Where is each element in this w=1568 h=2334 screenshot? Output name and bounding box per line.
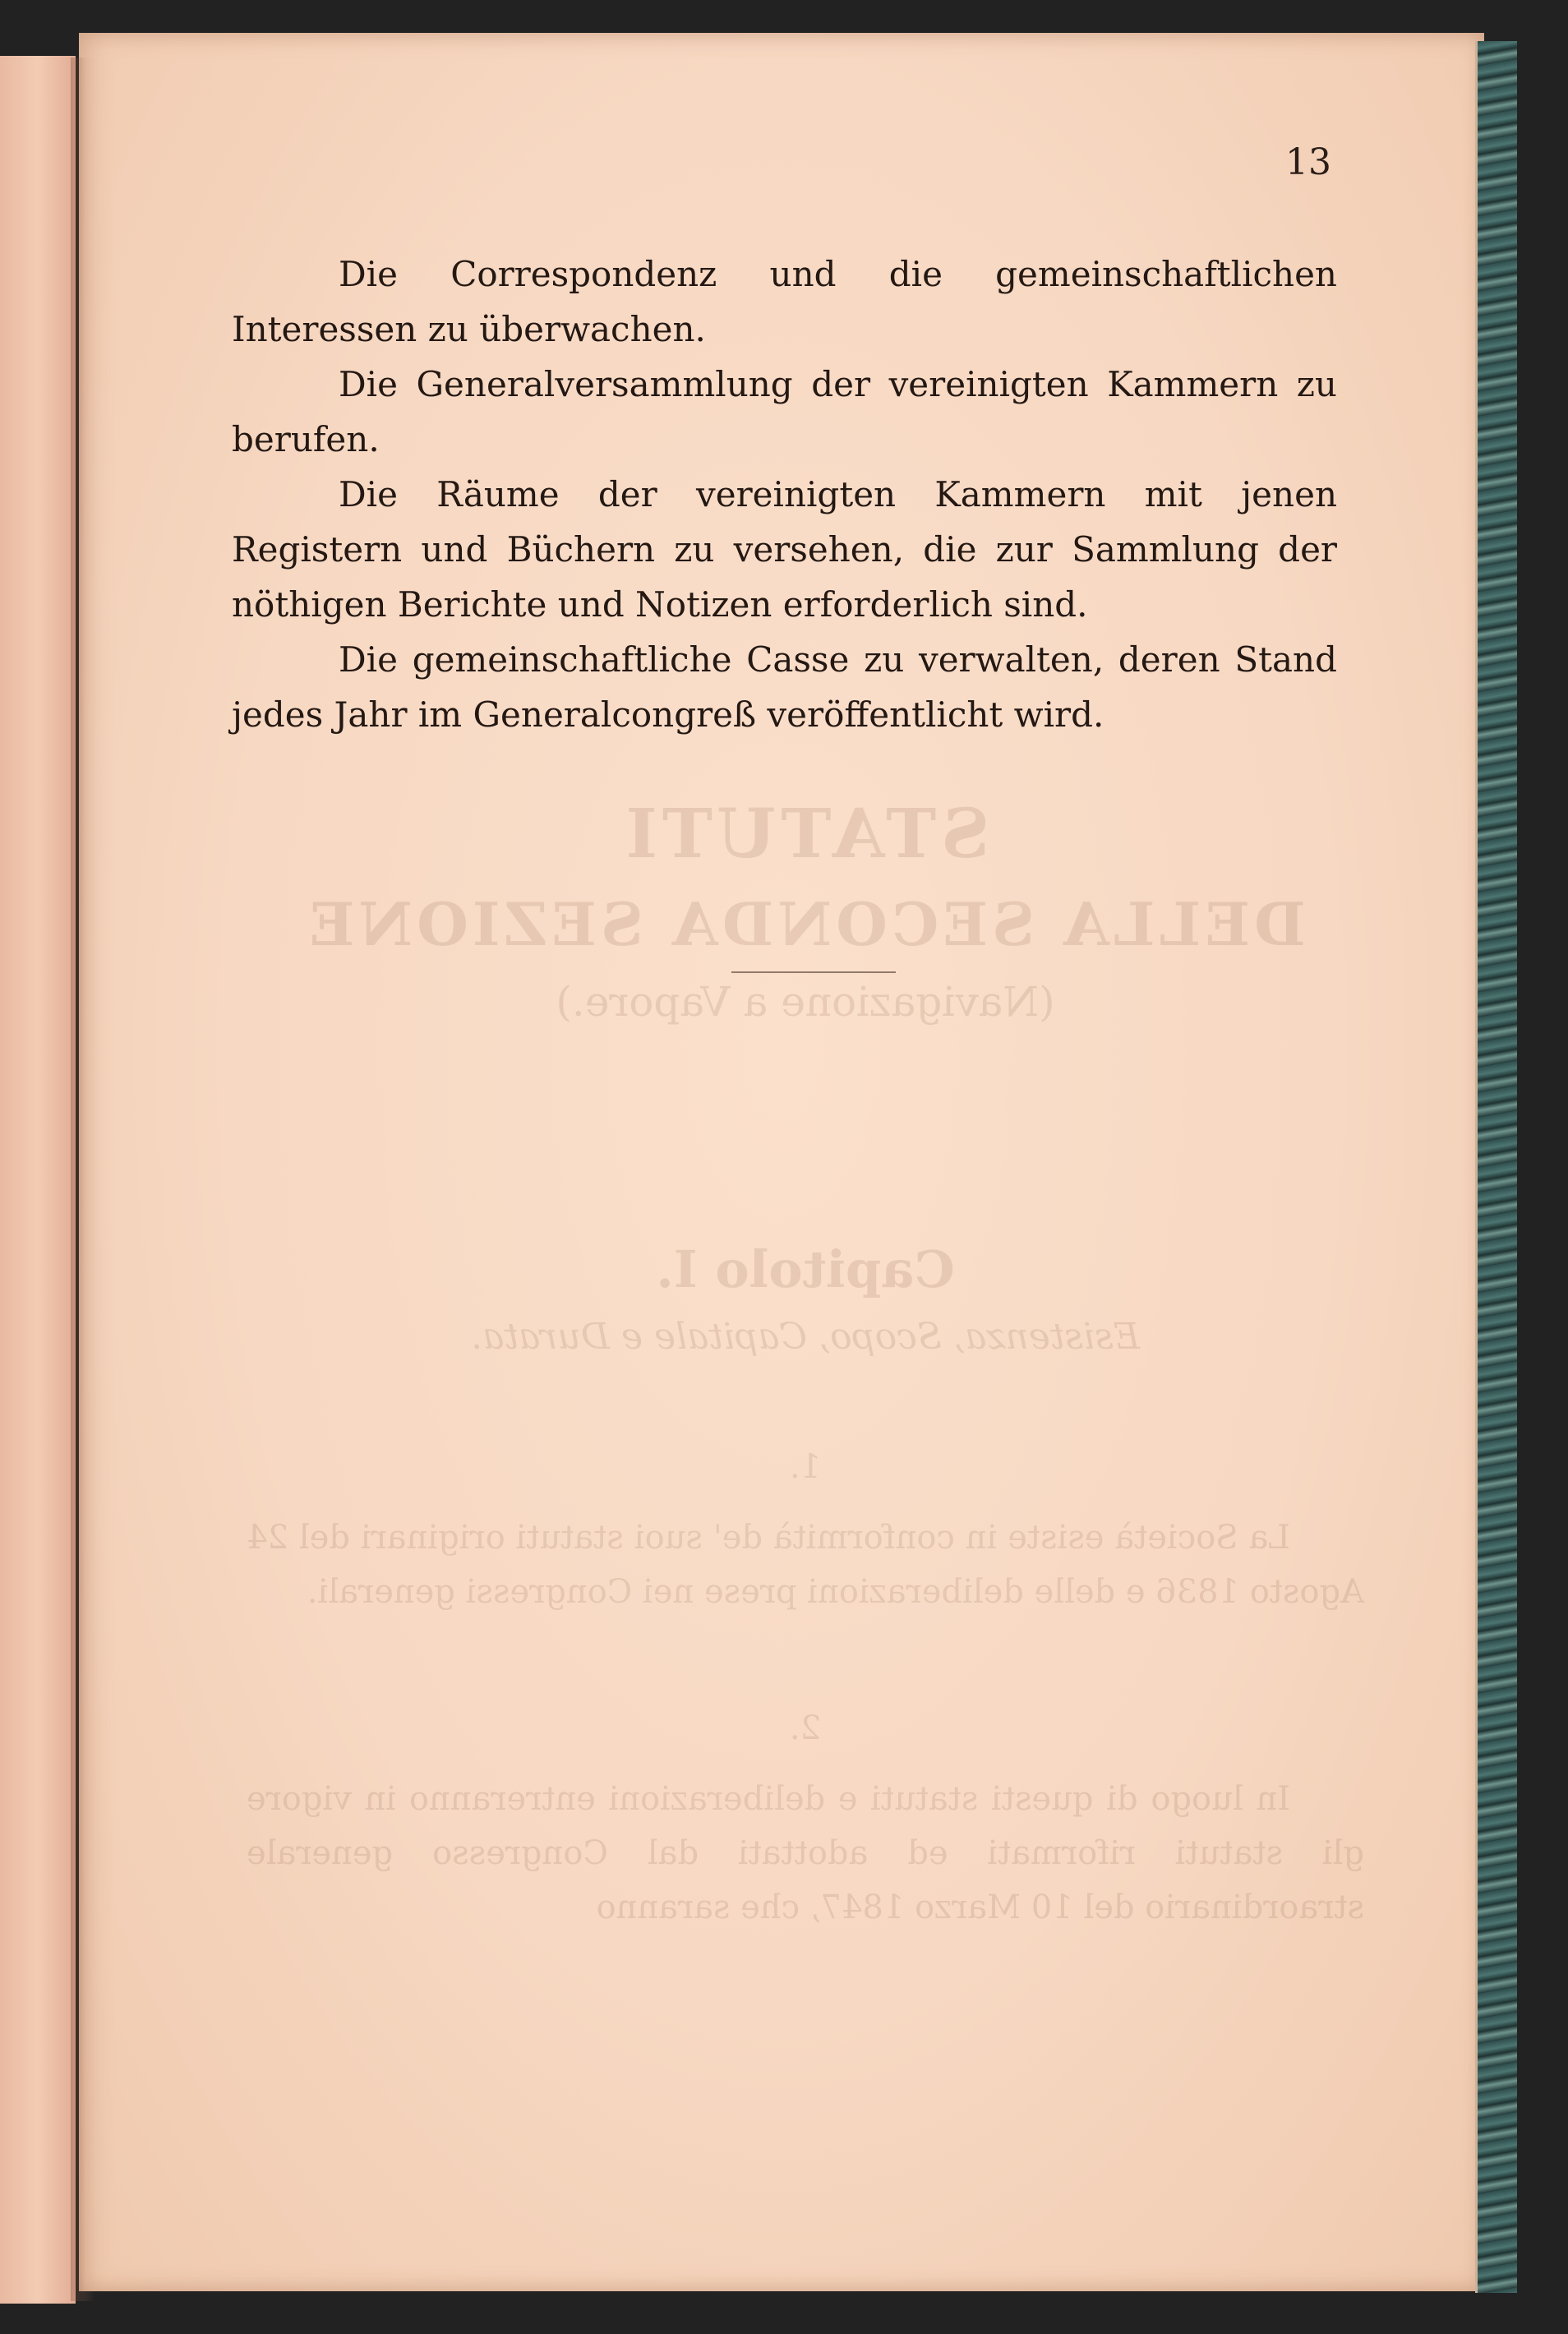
page-number: 13: [1285, 141, 1331, 183]
paragraph: Die Generalversammlung der vereinigten Kammern zu berufen.: [232, 364, 1337, 459]
show-through-chapter-caption: Esistenza, Scopo, Capitale e Durata.: [471, 1316, 1140, 1358]
show-through-subtitle: DELLA SECONDA SEZIONE: [305, 889, 1306, 959]
show-through-paragraph-2: In luogo di questi statuti e deliberazioni entreranno in vigore gli statuti riformati ed adottati dal Congresso generale straordinario del 10 Marzo 1847, che saranno: [247, 1780, 1364, 1926]
marbled-cover-edge: [1475, 41, 1517, 2293]
show-through-title: STATUTI: [620, 795, 990, 874]
show-through-chapter: Capitolo I.: [656, 1239, 955, 1299]
previous-page-edge: [0, 56, 76, 2304]
show-through-text: [247, 789, 1364, 1935]
show-through-section-2: 2.: [789, 1709, 822, 1747]
show-through-parenthetical: (Navigazione a Vapore.): [556, 978, 1055, 1026]
paragraph: Die gemeinschaftliche Casse zu verwalten, deren Stand jedes Jahr im Generalcongreß veröffentlicht wird.: [232, 639, 1337, 735]
show-through-section-1: 1.: [789, 1448, 822, 1486]
paragraph: Die Correspondenz und die gemeinschaftlichen Interessen zu überwachen.: [232, 254, 1337, 349]
divider-rule: [731, 971, 896, 973]
show-through-paragraph-1: La Società esiste in conformità de' suoi statuti originari del 24 Agosto 1836 e delle deliberazioni prese nei Congressi generali.: [247, 1519, 1364, 1611]
paragraph: Die Räume der vereinigten Kammern mit jenen Registern und Büchern zu versehen, die zur Sammlung der nöthigen Berichte und Notizen erforderlich sind.: [232, 474, 1337, 625]
page-gutter: [71, 58, 95, 2301]
body-text: [232, 247, 1337, 742]
